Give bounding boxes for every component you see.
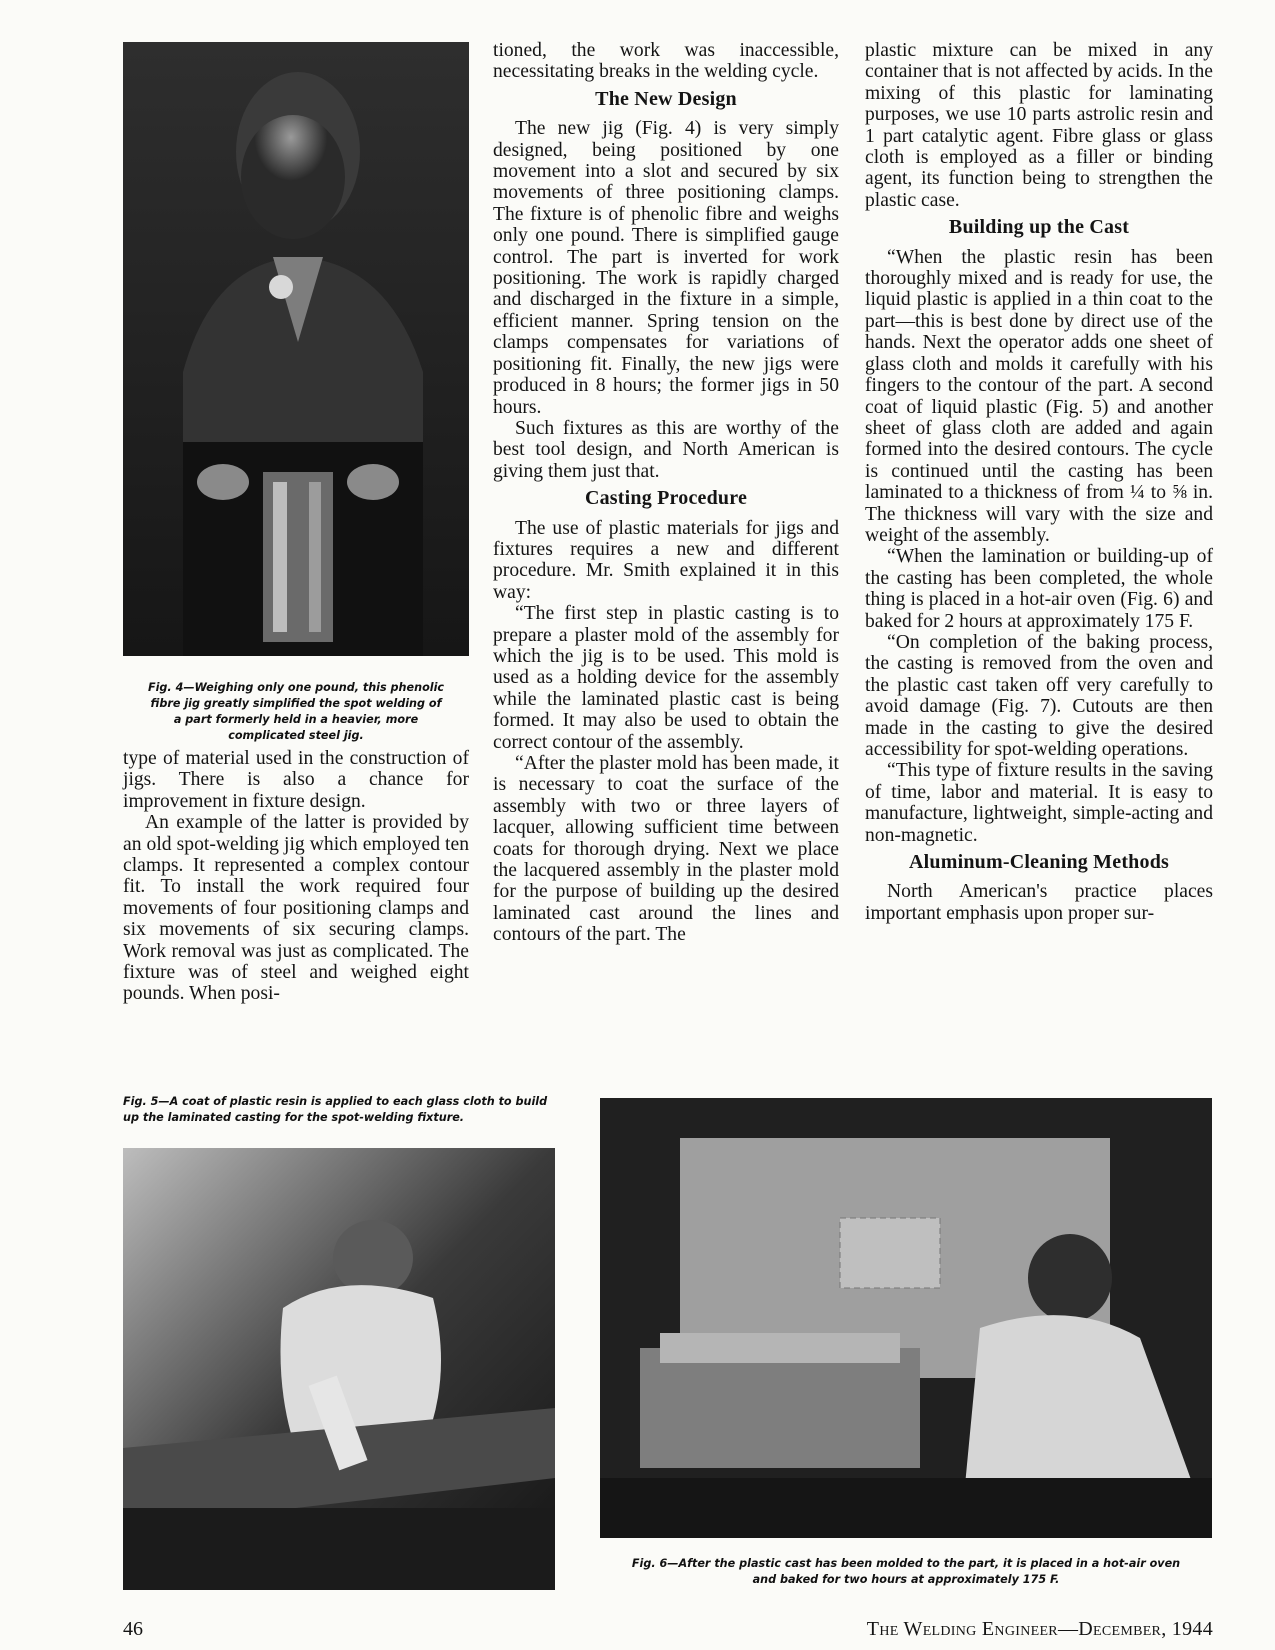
page-number: 46 [123, 1618, 143, 1640]
col2-paragraph: The use of plastic materials for jigs and fixtures requires a new and different procedure. Mr. Smith explained it in this way: [493, 517, 839, 603]
col3-paragraph: “On completion of the baking process, the casting is removed from the oven and the plastic cast taken off very carefully to avoid damage (Fig. 7). Cutouts are then made in the casting to give the desired accessibility for spot-welding operations. [865, 631, 1213, 760]
fig6-caption: Fig. 6—After the plastic cast has been molded to the part, it is placed in a hot-air oven and baked for two hours at approximately 175 F. [631, 1557, 1181, 1586]
column-3 [865, 40, 1213, 924]
col2-paragraph: tioned, the work was inaccessible, necessitating breaks in the welding cycle. [493, 40, 839, 83]
column-1 [123, 748, 469, 1005]
fig4-photo-art [123, 42, 469, 656]
col3-paragraph: North American's practice places important emphasis upon proper sur- [865, 881, 1213, 924]
col3-paragraph: “When the lamination or building-up of the casting has been completed, the whole thing is placed in a hot-air oven (Fig. 6) and baked for 2 hours at approximately 175 F. [865, 546, 1213, 632]
publication-line: The Welding Engineer—December, 1944 [866, 1618, 1213, 1640]
fig5-photo [123, 1148, 555, 1590]
col2-paragraph: “After the plaster mold has been made, it is necessary to coat the surface of the assembly with two or three layers of lacquer, allowing sufficient time between coats for thorough drying. Next we place the lacquered assembly in the plaster mold for the purpose of building up the desired laminated cast around the lines and contours of the part. The [493, 753, 839, 946]
fig5-photo-art [123, 1148, 555, 1590]
col2-paragraph: Such fixtures as this are worthy of the best tool design, and North American is giving them just that. [493, 417, 839, 482]
fig4-photo [123, 42, 469, 656]
section-heading: Building up the Cast [948, 216, 1130, 239]
col3-paragraph: “When the plastic resin has been thoroughly mixed and is ready for use, the liquid plastic is applied in a thin coat to the part—this is best done by direct use of the hands. Next the operator adds one sheet of glass cloth and molds it carefully with his fingers to the contour of the part. A second coat of liquid plastic (Fig. 5) and another sheet of glass cloth are added and again formed into the desired contours. The cycle is continued until the casting has been laminated to a thickness of from ¼ to ⅝ in. The thickness will vary with the size and weight of the assembly. [865, 246, 1213, 546]
section-heading: Casting Procedure [584, 487, 748, 510]
col2-paragraph: The new jig (Fig. 4) is very simply designed, being positioned by one movement into a slot and secured by six movements of three positioning clamps. The fixture is of phenolic fibre and weighs only one pound. There is simplified gauge control. The part is inverted for work positioning. The work is rapidly charged and discharged in the fixture in a simple, efficient manner. Spring tension on the clamps compensates for variations of positioning fit. Finally, the new jigs were produced in 8 hours; the former jigs in 50 hours. [493, 118, 839, 418]
col1-paragraph: type of material used in the construction of jigs. There is also a chance for improvement in fixture design. [123, 748, 469, 812]
fig6-photo-art [600, 1098, 1212, 1538]
column-2 [493, 40, 839, 946]
col2-paragraph: “The first step in plastic casting is to prepare a plaster mold of the assembly for which the jig is to be used. This mold is used as a holding device for the assembly while the laminated plastic cast is being formed. It may also be used to obtain the correct contour of the assembly. [493, 603, 839, 753]
fig6-photo [600, 1098, 1212, 1538]
fig4-caption: Fig. 4—Weighing only one pound, this phenolic fibre jig greatly simplified the spot welding of a part formerly held in a heavier, more complicated steel jig. [147, 681, 445, 742]
col3-paragraph: “This type of fixture results in the saving of time, labor and material. It is easy to manufacture, lightweight, simple-acting and non-magnetic. [865, 760, 1213, 846]
fig5-caption: Fig. 5—A coat of plastic resin is applied to each glass cloth to build up the laminated casting for the spot-welding fixture. [123, 1095, 548, 1124]
col3-paragraph: plastic mixture can be mixed in any container that is not affected by acids. In the mixing of this plastic for laminating purposes, we use 10 parts astrolic resin and 1 part catalytic agent. Fibre glass or glass cloth is employed as a filler or binding agent, its function being to strengthen the plastic case. [865, 40, 1213, 211]
section-heading: Aluminum-Cleaning Methods [908, 851, 1170, 874]
col1-paragraph: An example of the latter is provided by an old spot-welding jig which employed ten clamps. It represented a complex contour fit. To install the work required four movements of four positioning clamps and six movements of six securing clamps. Work removal was just as complicated. The fixture was of steel and weighed eight pounds. When posi- [123, 812, 469, 1005]
section-heading: The New Design [595, 87, 737, 110]
